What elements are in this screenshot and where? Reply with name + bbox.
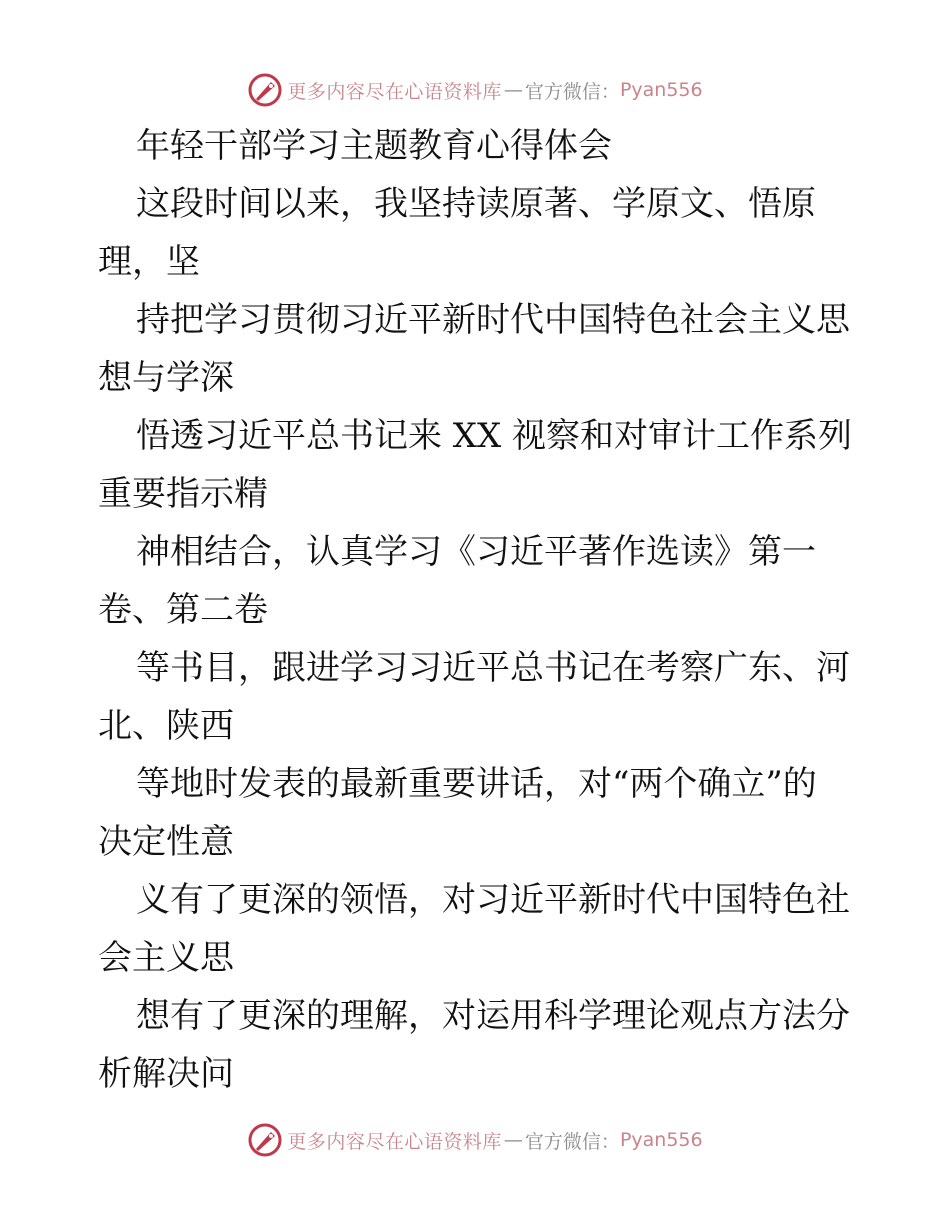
text-line: 决定性意	[98, 822, 234, 862]
text-line: 持把学习贯彻习近平新时代中国特色社会主义思	[136, 300, 850, 340]
text-line: 析解决问	[98, 1054, 234, 1094]
text-line: 想有了更深的理解，对运用科学理论观点方法分	[136, 996, 850, 1036]
text-line: 重要指示精	[98, 474, 268, 514]
header-slogan: 更多内容尽在心语资料库	[287, 80, 502, 103]
footer-wechat-label: 官方微信：	[524, 1130, 620, 1153]
text-line: 义有了更深的领悟，对习近平新时代中国特色社	[136, 880, 850, 920]
text-line: 理，坚	[98, 242, 200, 282]
footer-banner	[0, 1120, 950, 1160]
pen-nib-logo-icon	[247, 1122, 283, 1158]
header-banner	[0, 70, 950, 110]
header-wechat-id: Pyan556	[619, 79, 703, 101]
text-line: 想与学深	[98, 358, 234, 398]
text-line: 这段时间以来，我坚持读原著、学原文、悟原	[136, 184, 816, 224]
pen-nib-logo-icon	[247, 72, 283, 108]
text-line: 会主义思	[98, 938, 234, 978]
footer-dash: —	[503, 1129, 523, 1151]
text-line: 卷、第二卷	[98, 590, 268, 630]
text-line: 等书目，跟进学习习近平总书记在考察广东、河	[136, 648, 850, 688]
text-line: 悟透习近平总书记来 XX 视察和对审计工作系列	[136, 416, 853, 456]
text-line: 神相结合，认真学习《习近平著作选读》第一	[136, 532, 816, 572]
document-body	[0, 117, 950, 1103]
footer-slogan: 更多内容尽在心语资料库	[287, 1130, 502, 1153]
text-line: 等地时发表的最新重要讲话，对“两个确立”的	[136, 764, 817, 804]
footer-wechat-id: Pyan556	[619, 1129, 703, 1151]
header-wechat-label: 官方微信：	[524, 80, 620, 103]
text-line: 北、陕西	[98, 706, 234, 746]
document-title: 年轻干部学习主题教育心得体会	[136, 126, 612, 166]
header-dash: —	[503, 79, 523, 101]
